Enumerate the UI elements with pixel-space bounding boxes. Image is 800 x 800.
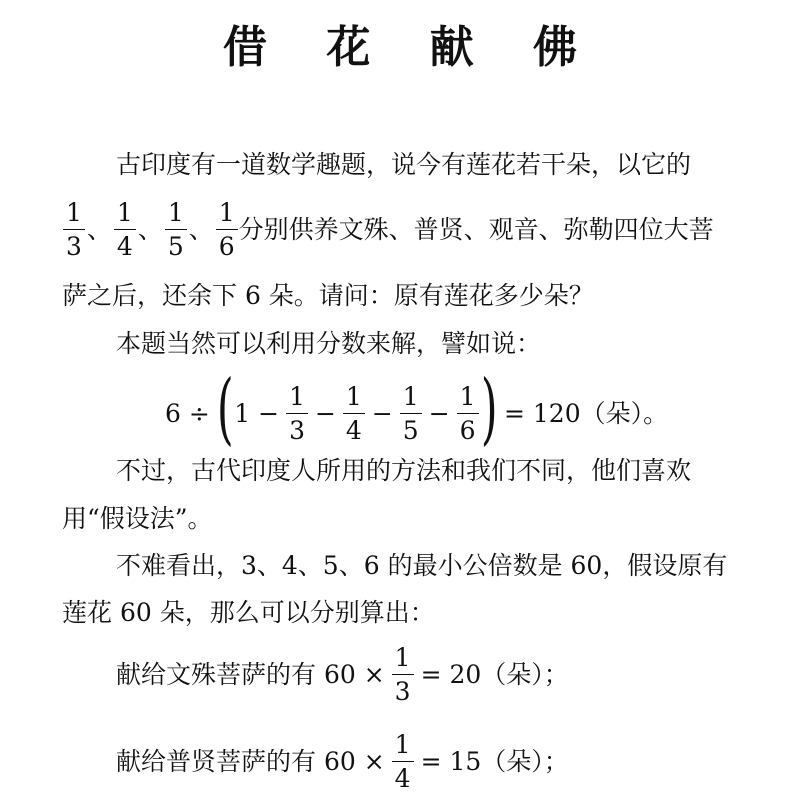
calculation-wenshu — [116, 645, 569, 704]
denominator: 6 — [457, 413, 479, 443]
minus-sign: − — [371, 398, 393, 428]
separator: 、 — [86, 215, 112, 244]
numerator: 1 — [167, 198, 184, 227]
fraction-one-third — [286, 381, 308, 445]
fraction-one-third — [63, 200, 85, 259]
separator: 、 — [188, 215, 214, 244]
numerator: 1 — [218, 198, 235, 227]
denominator: 6 — [216, 229, 238, 259]
numerator: 1 — [116, 198, 133, 227]
denominator: 4 — [343, 413, 365, 443]
numerator: 1 — [394, 643, 411, 672]
numerator: 1 — [66, 198, 82, 227]
equation-one-minus: 1 − — [234, 398, 280, 428]
text-run: 分别供养文殊、普贤、观音、弥勒四位大菩 — [238, 215, 714, 244]
paragraph-2 — [116, 331, 541, 356]
minus-sign: − — [314, 398, 336, 428]
paragraph-3-line-1 — [116, 458, 691, 483]
fraction-one-quarter — [392, 732, 414, 791]
paragraph-4-line-1 — [116, 553, 727, 578]
denominator: 3 — [63, 229, 85, 259]
fraction-one-quarter — [114, 200, 136, 259]
calc-result: = 15（朵）； — [420, 747, 569, 776]
text-run: 不难看出，3、4、5、6 的最小公倍数是 60，假设原有 — [116, 551, 728, 580]
page-title: 借 花 献 佛 — [223, 22, 599, 73]
text-run: 古印度有一道数学趣题，说今有莲花若干朵，以它的 — [116, 150, 692, 179]
equation-result: = 120（朵）。 — [503, 398, 669, 428]
denominator: 4 — [114, 229, 136, 259]
fraction-one-quarter — [343, 381, 365, 445]
right-paren: ) — [480, 364, 498, 454]
numerator: 1 — [394, 730, 411, 759]
minus-sign: − — [428, 398, 450, 428]
equation-1 — [165, 364, 669, 454]
denominator: 4 — [392, 761, 414, 791]
fraction-one-sixth — [457, 381, 479, 445]
text-run: 不过，古代印度人所用的方法和我们不同，他们喜欢 — [116, 456, 692, 485]
calc-result: = 20（朵）； — [420, 660, 569, 689]
text-run: 用“假设法”。 — [62, 504, 213, 533]
fraction-one-sixth — [216, 200, 238, 259]
calculation-puxian — [116, 732, 569, 791]
paragraph-4-line-2 — [62, 600, 435, 625]
fraction-one-fifth — [400, 381, 422, 445]
denominator: 3 — [286, 413, 308, 443]
equation-lead: 6 ÷ — [165, 398, 210, 428]
numerator: 1 — [345, 381, 362, 411]
numerator: 1 — [289, 381, 305, 411]
left-paren: ( — [216, 364, 234, 454]
fraction-one-fifth — [165, 200, 187, 259]
paragraph-3-line-2 — [62, 506, 213, 531]
paragraph-1-line-3 — [62, 283, 594, 308]
fraction-one-third — [392, 645, 414, 704]
paragraph-1-line-1 — [116, 152, 691, 177]
separator: 、 — [137, 215, 163, 244]
denominator: 5 — [400, 413, 422, 443]
numerator: 1 — [459, 381, 476, 411]
calc-lead: 献给普贤菩萨的有 60 × — [116, 747, 385, 776]
denominator: 3 — [392, 674, 414, 704]
paragraph-1-line-2 — [62, 200, 714, 259]
text-run: 萨之后，还余下 6 朵。请问：原有莲花多少朵？ — [62, 281, 594, 310]
numerator: 1 — [402, 381, 419, 411]
text-run: 本题当然可以利用分数来解，譬如说： — [116, 329, 542, 358]
denominator: 5 — [165, 229, 187, 259]
calc-lead: 献给文殊菩萨的有 60 × — [116, 660, 385, 689]
text-run: 莲花 60 朵，那么可以分别算出： — [62, 598, 435, 627]
